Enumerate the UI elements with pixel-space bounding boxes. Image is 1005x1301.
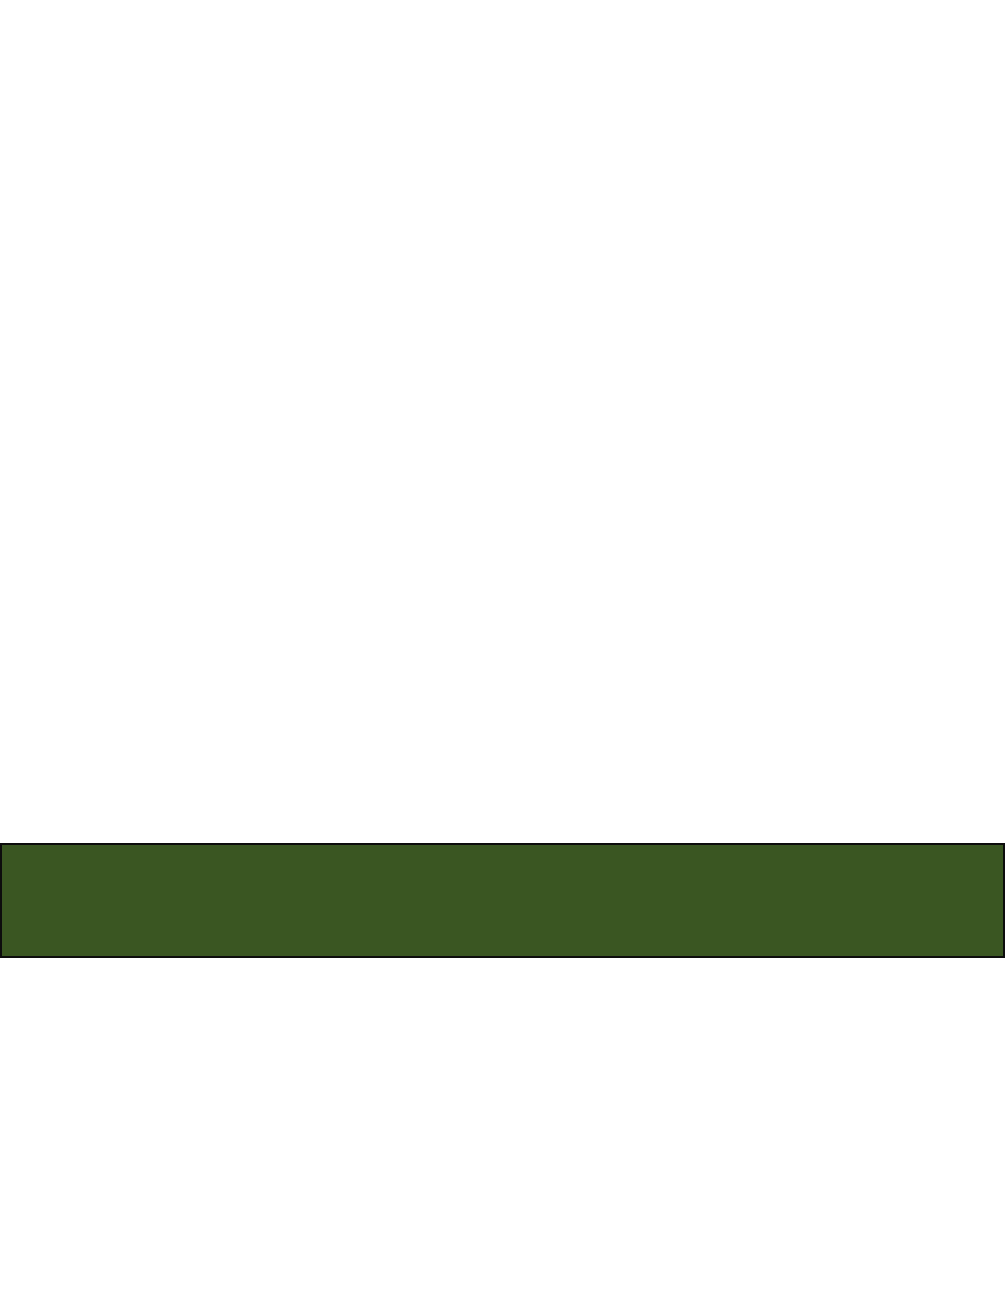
preview-banner <box>0 843 1005 958</box>
document-content <box>148 0 859 108</box>
document-title <box>148 0 859 108</box>
